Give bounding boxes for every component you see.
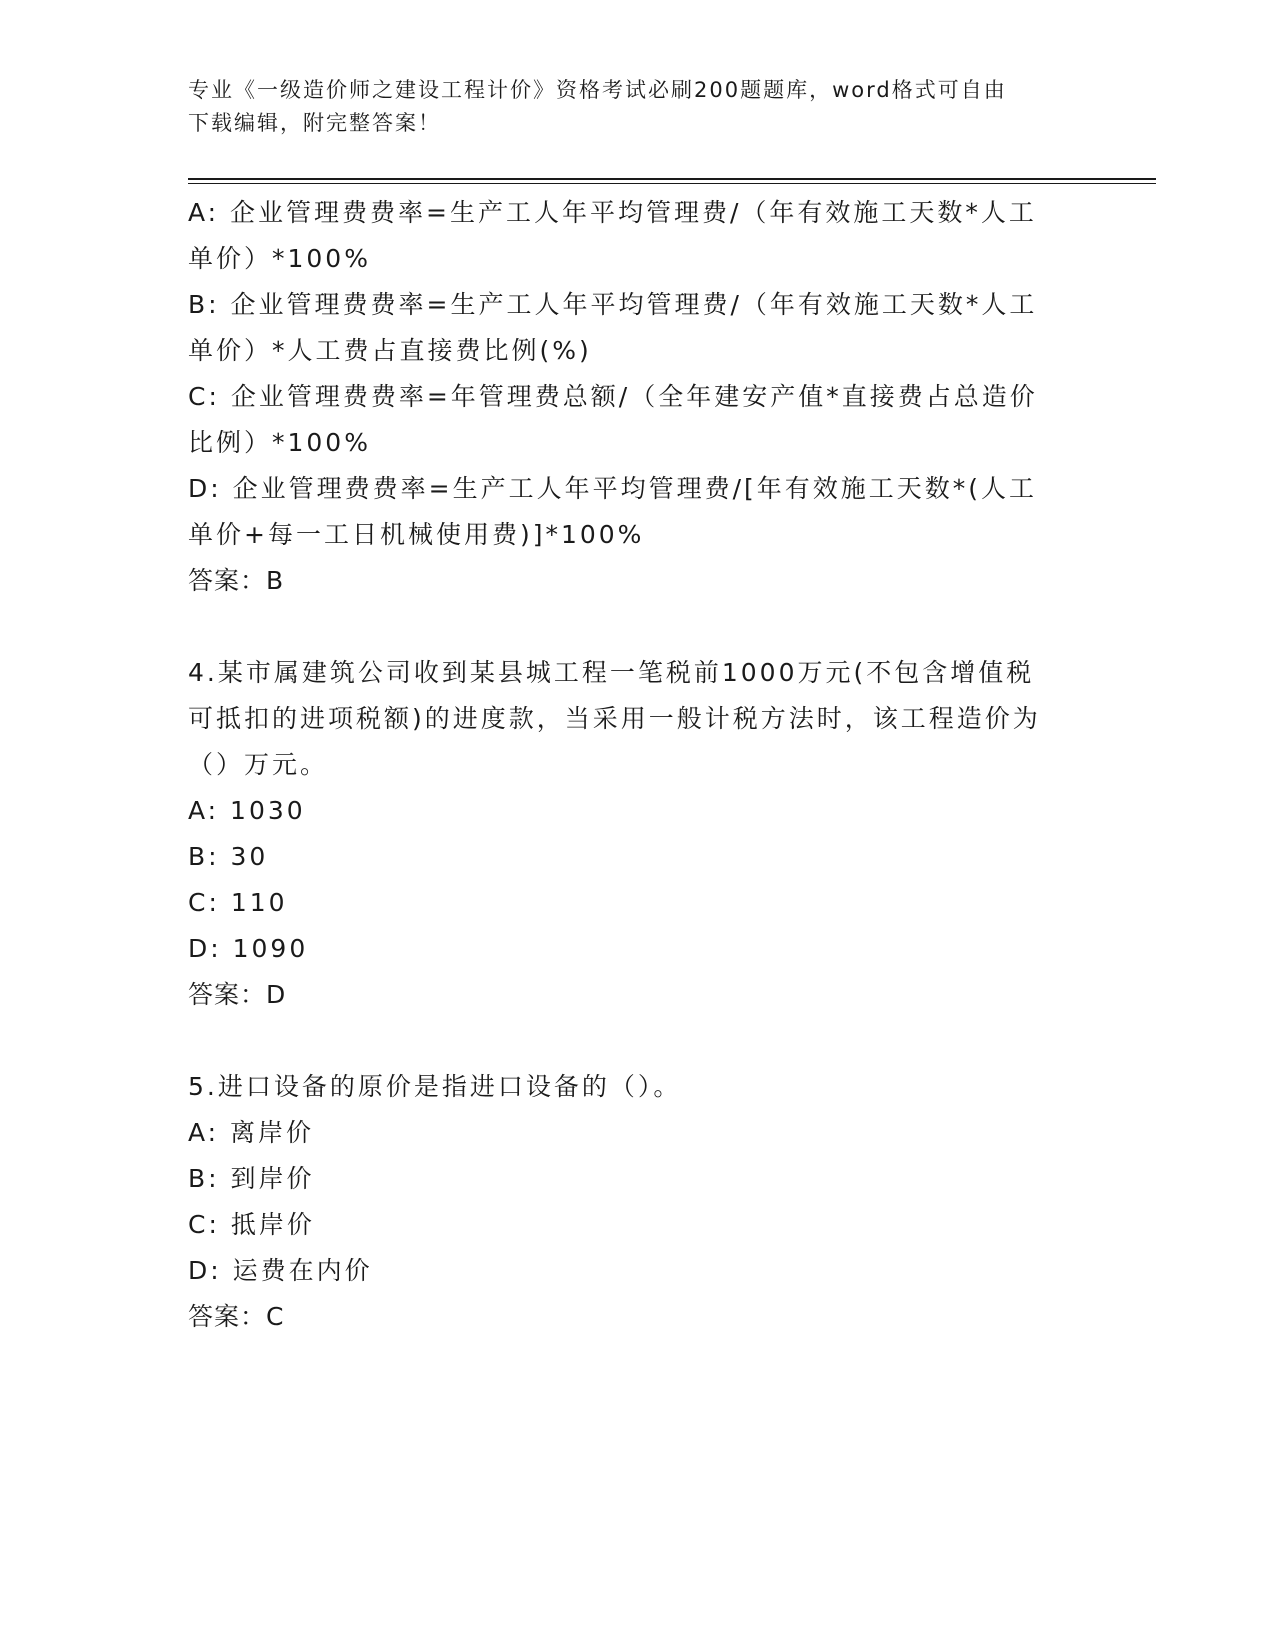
q3-option-a-line-1: A: 企业管理费费率=生产工人年平均管理费/（年有效施工天数*人工 [188,198,1037,227]
q5-option-d: D: 运费在内价 [188,1256,373,1285]
q5-stem: 5.进口设备的原价是指进口设备的（）。 [188,1072,682,1101]
q4-option-c: C: 110 [188,888,288,917]
q4-option-b: B: 30 [188,842,269,871]
q4-stem-line-2: 可抵扣的进项税额)的进度款，当采用一般计税方法时，该工程造价为 [188,704,1041,733]
q5-option-a: A: 离岸价 [188,1118,315,1147]
q3-option-b-line-1: B: 企业管理费费率=生产工人年平均管理费/（年有效施工天数*人工 [188,290,1038,319]
header-divider-thick [188,178,1156,180]
q5-answer: 答案：C [188,1302,285,1331]
q3-option-d-line-1: D: 企业管理费费率=生产工人年平均管理费/[年有效施工天数*(人工 [188,474,1037,503]
question-5 [188,1064,1078,1340]
q4-stem-line-3: （）万元。 [188,750,329,779]
q3-answer: 答案：B [188,566,285,595]
q3-option-d-line-2: 单价+每一工日机械使用费)]*100% [188,520,645,549]
q3-option-c-line-1: C: 企业管理费费率=年管理费总额/（全年建安产值*直接费占总造价 [188,382,1038,411]
spacer [188,604,1078,650]
header-line-1: 专业《一级造价师之建设工程计价》资格考试必刷200题题库，word格式可自由 [188,78,1007,102]
q3-option-a-line-2: 单价）*100% [188,244,371,273]
header-line-2: 下载编辑，附完整答案！ [188,111,441,135]
document-header [188,74,1068,140]
q3-option-b-line-2: 单价）*人工费占直接费比例(%) [188,336,592,365]
q5-option-c: C: 抵岸价 [188,1210,315,1239]
question-4 [188,650,1078,1018]
q3-option-c-line-2: 比例）*100% [188,428,371,457]
q4-answer: 答案：D [188,980,287,1009]
header-divider-thin [188,183,1156,184]
question-content [188,190,1078,1340]
q5-option-b: B: 到岸价 [188,1164,315,1193]
q4-stem-line-1: 4.某市属建筑公司收到某县城工程一笔税前1000万元(不包含增值税 [188,658,1035,687]
q4-option-a: A: 1030 [188,796,306,825]
q4-option-d: D: 1090 [188,934,309,963]
question-3 [188,190,1078,604]
spacer [188,1018,1078,1064]
